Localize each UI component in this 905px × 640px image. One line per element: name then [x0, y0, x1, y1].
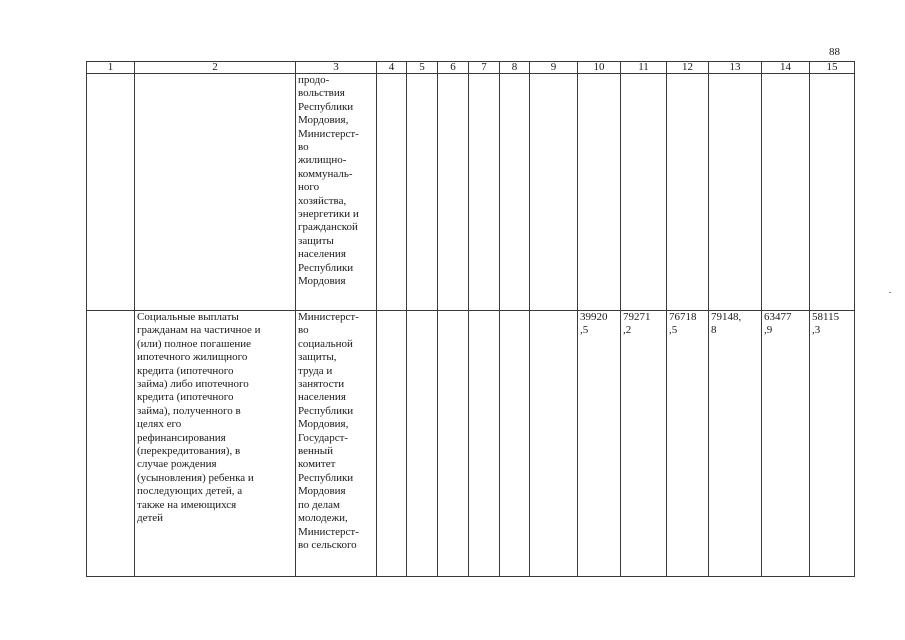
scan-artifact — [889, 292, 891, 293]
empty-cell — [438, 311, 469, 577]
measure-name-cell: Социальные выплаты гражданам на частичное и (или) полное погашение ипотечного жилищного кредита (ипотечного займа) либо ипотечного кредита (ипотечного займа), полученного в целях его рефинансирования (перекредитования), в случае рождения (усыновления) ребенка и последующих детей, а также на имеющихся детей — [135, 311, 296, 577]
empty-cell — [469, 74, 500, 311]
table-row — [87, 74, 855, 311]
value-cell: 79271 ,2 — [621, 311, 667, 577]
column-header: 2 — [135, 62, 296, 74]
table-row — [87, 311, 855, 577]
value-cell: 58115 ,3 — [810, 311, 855, 577]
column-header: 10 — [578, 62, 621, 74]
value-cell — [810, 74, 855, 311]
empty-cell — [438, 74, 469, 311]
row-number-cell — [87, 311, 135, 577]
empty-cell — [407, 74, 438, 311]
column-header: 7 — [469, 62, 500, 74]
responsible-executor-cell: продо- вольствия Республики Мордовия, Министерст- во жилищно- коммуналь- ного хозяйства, энергетики и гражданской защиты населения Республики Мордовия — [296, 74, 377, 311]
column-header: 6 — [438, 62, 469, 74]
column-header: 5 — [407, 62, 438, 74]
value-cell: 76718 ,5 — [667, 311, 709, 577]
value-cell — [762, 74, 810, 311]
column-header: 4 — [377, 62, 407, 74]
column-header: 1 — [87, 62, 135, 74]
responsible-executor-cell: Министерст- во социальной защиты, труда и занятости населения Республики Мордовия, Государст- венный комитет Республики Мордовия по делам молодежи, Министерст- во сельского — [296, 311, 377, 577]
column-header: 11 — [621, 62, 667, 74]
column-header: 12 — [667, 62, 709, 74]
empty-cell — [377, 74, 407, 311]
column-header-row — [87, 62, 855, 74]
empty-cell — [530, 74, 578, 311]
value-cell: 39920 ,5 — [578, 311, 621, 577]
row-number-cell — [87, 74, 135, 311]
empty-cell — [500, 311, 530, 577]
empty-cell — [469, 311, 500, 577]
column-header: 14 — [762, 62, 810, 74]
empty-cell — [377, 311, 407, 577]
empty-cell — [530, 311, 578, 577]
column-header: 15 — [810, 62, 855, 74]
measure-name-cell — [135, 74, 296, 311]
value-cell — [578, 74, 621, 311]
budget-table — [86, 61, 855, 577]
value-cell — [709, 74, 762, 311]
page-number: 88 — [829, 46, 840, 58]
value-cell: 79148, 8 — [709, 311, 762, 577]
column-header: 3 — [296, 62, 377, 74]
column-header: 8 — [500, 62, 530, 74]
value-cell — [621, 74, 667, 311]
empty-cell — [500, 74, 530, 311]
column-header: 13 — [709, 62, 762, 74]
value-cell — [667, 74, 709, 311]
column-header: 9 — [530, 62, 578, 74]
value-cell: 63477 ,9 — [762, 311, 810, 577]
empty-cell — [407, 311, 438, 577]
